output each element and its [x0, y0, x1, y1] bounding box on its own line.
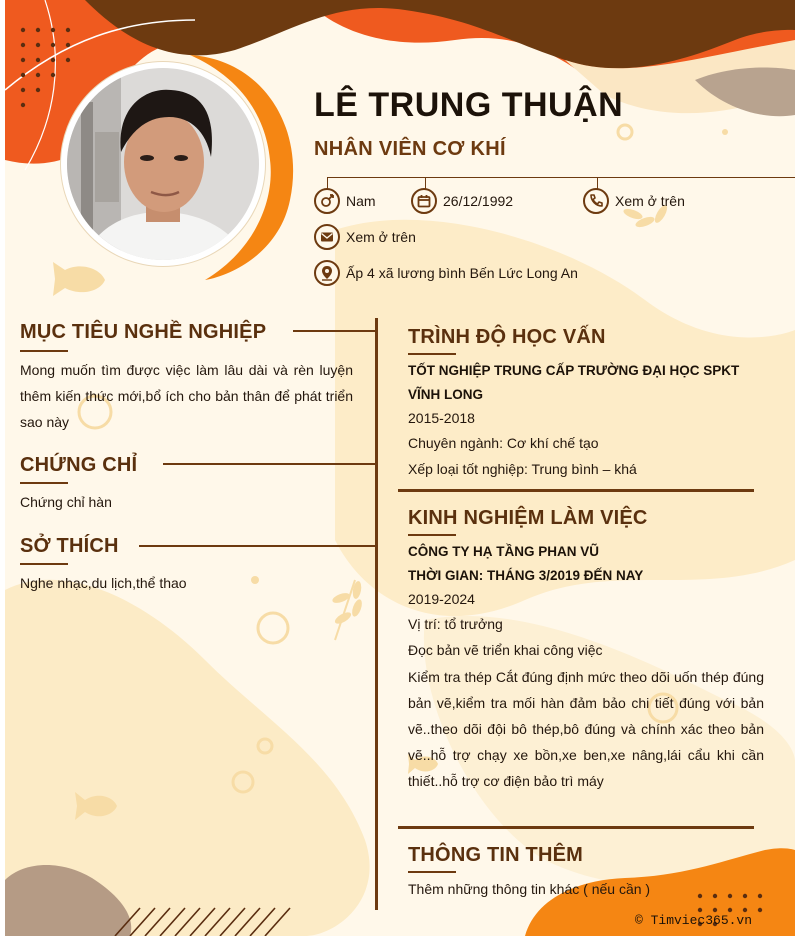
additional-underline	[408, 871, 456, 873]
hobbies-rule	[139, 545, 375, 547]
certificates-underline	[20, 482, 68, 484]
candidate-name: LÊ TRUNG THUẬN	[314, 86, 624, 124]
experience-period: 2019-2024	[408, 591, 475, 607]
education-major: Chuyên ngành: Cơ khí chế tạo	[408, 435, 599, 451]
gender-icon	[314, 188, 340, 214]
experience-time: THỜI GIAN: THÁNG 3/2019 ĐẾN NAY	[408, 568, 644, 583]
hobbies-title: SỞ THÍCH	[20, 535, 119, 557]
location-icon	[314, 260, 340, 286]
hobbies-text: Nghe nhạc,du lịch,thể thao	[20, 575, 187, 591]
career-objective-underline	[20, 350, 68, 352]
education-separator	[398, 489, 754, 492]
certificates-text: Chứng chỉ hàn	[20, 494, 112, 510]
career-objective-title: MỤC TIÊU NGHỀ NGHIỆP	[20, 321, 267, 343]
avatar	[61, 62, 265, 266]
certificates-title: CHỨNG CHỈ	[20, 454, 138, 476]
hobbies-underline	[20, 563, 68, 565]
phone-icon	[583, 188, 609, 214]
experience-task: Đọc bản vẽ triển khai công việc	[408, 642, 603, 658]
experience-title: KINH NGHIỆM LÀM VIỆC	[408, 507, 648, 529]
contact-phone	[583, 188, 685, 214]
additional-text: Thêm những thông tin khác ( nếu cần )	[408, 881, 651, 897]
gender-text: Nam	[346, 193, 376, 209]
experience-position: Vị trí: tổ trưởng	[408, 616, 503, 632]
contact-divider	[327, 177, 795, 178]
experience-underline	[408, 534, 456, 536]
watermark: © Timviec365.vn	[635, 913, 753, 928]
contact-gender	[314, 188, 376, 214]
address-text: Ấp 4 xã lương bình Bến Lức Long An	[346, 265, 578, 281]
education-grade: Xếp loại tốt nghiệp: Trung bình – khá	[408, 461, 637, 477]
birthday-text: 26/12/1992	[443, 193, 514, 209]
phone-text: Xem ở trên	[615, 193, 685, 209]
certificates-rule	[163, 463, 375, 465]
job-title: NHÂN VIÊN CƠ KHÍ	[314, 138, 506, 160]
cv-page	[5, 0, 795, 936]
contact-email	[314, 224, 416, 250]
calendar-icon	[411, 188, 437, 214]
additional-title: THÔNG TIN THÊM	[408, 844, 584, 866]
experience-description: Kiểm tra thép Cắt đúng định mức theo dõi uốn thép đúng bản vẽ,kiểm tra mối hàn đảm bảo chi tiết đúng với bản vẽ..theo dõi đội bô thép,bô đúng và chính xác theo bản vẽ..hỗ trợ chạy xe bồn,xe ben,xe nâng,lái cẩu khi cần thiết..hỗ trợ cơ điện bảo trì máy	[408, 669, 764, 789]
education-title: TRÌNH ĐỘ HỌC VẤN	[408, 326, 606, 348]
experience-separator	[398, 826, 754, 829]
education-period: 2015-2018	[408, 410, 475, 426]
profile-photo	[61, 62, 265, 266]
column-divider	[375, 318, 378, 910]
career-objective-text: Mong muốn tìm được việc làm lâu dài và rèn luyện thêm kiến thức mới,bổ ích cho bản thân để phát triển sao này	[20, 362, 353, 430]
education-underline	[408, 353, 456, 355]
mail-icon	[314, 224, 340, 250]
contact-address	[314, 260, 578, 286]
email-text: Xem ở trên	[346, 229, 416, 245]
contact-birthday	[411, 188, 513, 214]
career-objective-rule	[293, 330, 375, 332]
education-school: TỐT NGHIỆP TRUNG CẤP TRƯỜNG ĐẠI HỌC SPKT VĨNH LONG	[408, 363, 740, 402]
experience-company: CÔNG TY HẠ TẦNG PHAN VŨ	[408, 544, 600, 559]
